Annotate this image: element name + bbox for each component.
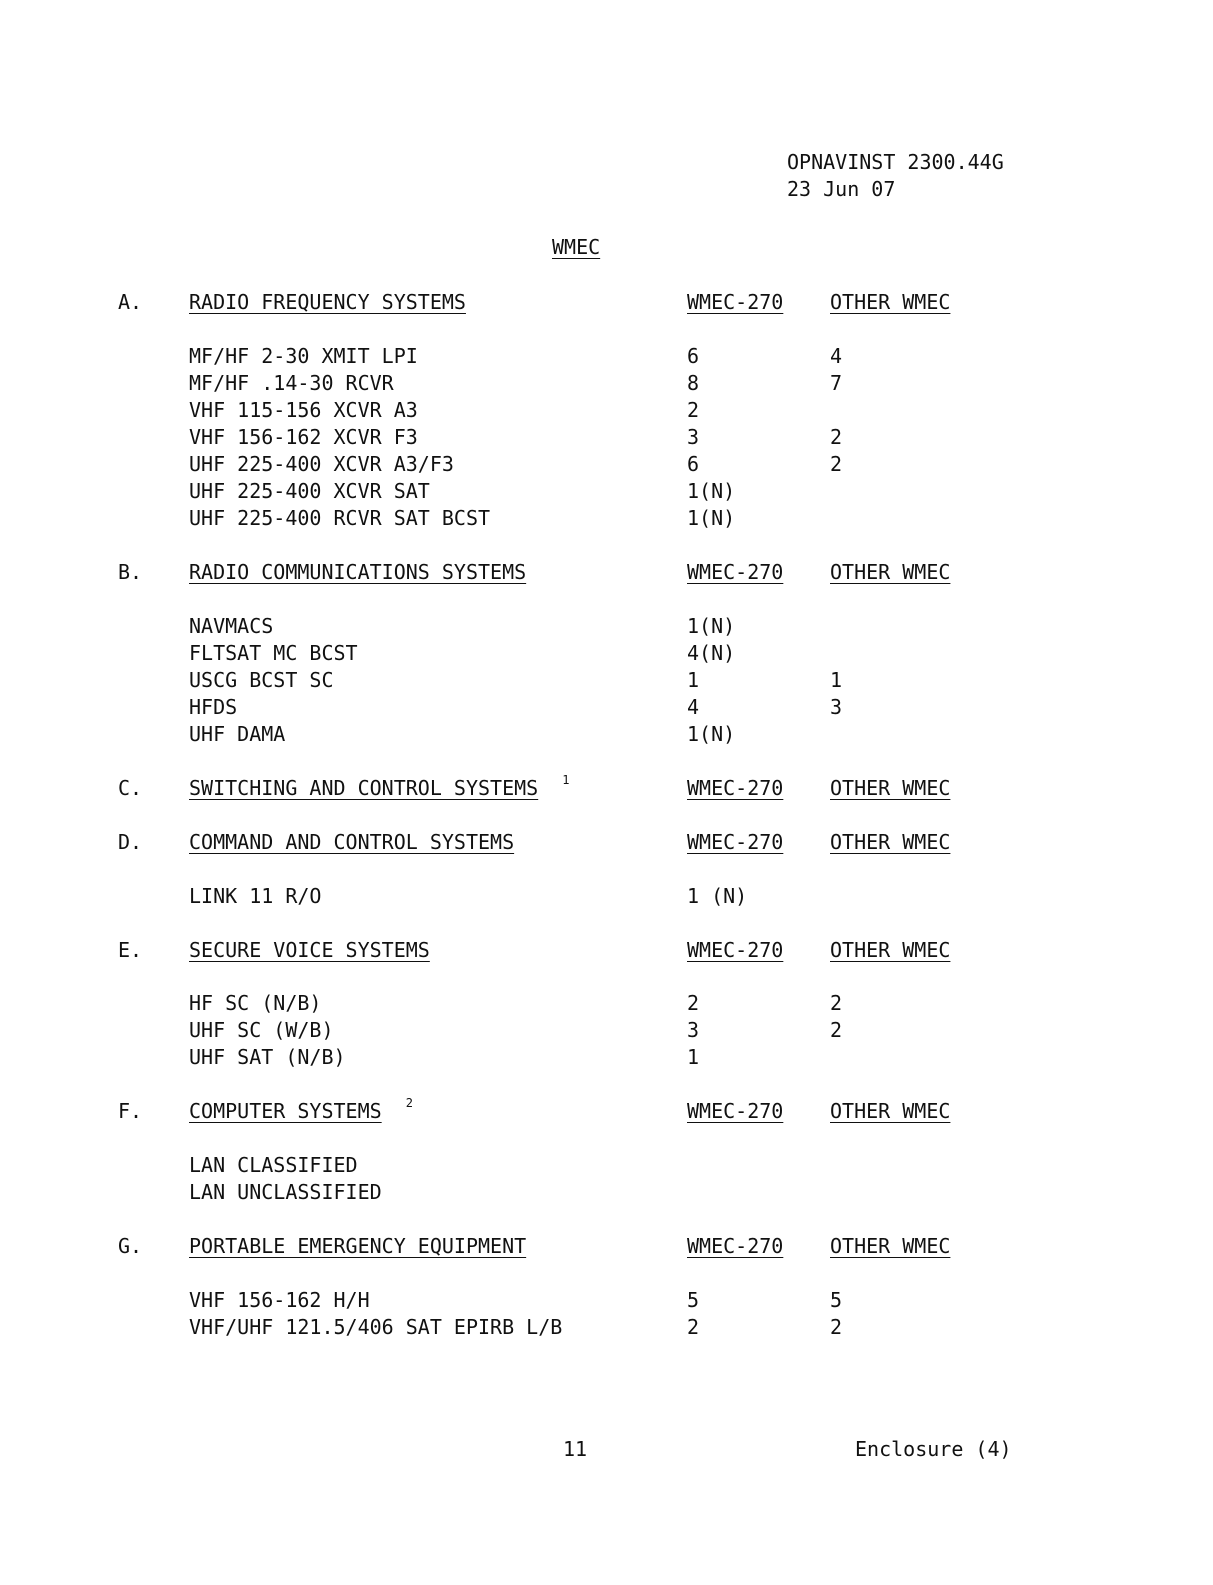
column-header-other-wmec: OTHER WMEC [830,776,951,800]
column-header-other-wmec: OTHER WMEC [830,560,951,584]
section-letter: G. [118,1234,143,1258]
section-letter: E. [118,938,143,962]
equipment-item: UHF SAT (N/B) [189,1045,346,1069]
wmec-270-count: 1(N) [687,722,736,746]
column-header-wmec-270: WMEC-270 [687,290,784,314]
other-wmec-count: 4 [830,344,843,368]
column-header-wmec-270: WMEC-270 [687,1099,784,1123]
section-title: SWITCHING AND CONTROL SYSTEMS [189,776,539,800]
wmec-270-count: 2 [687,398,700,422]
column-header-other-wmec: OTHER WMEC [830,938,951,962]
wmec-270-count: 1(N) [687,614,736,638]
other-wmec-count: 2 [830,1315,843,1339]
equipment-item: UHF SC (W/B) [189,1018,334,1042]
section-heading [189,773,570,800]
equipment-item: LINK 11 R/O [189,884,322,908]
wmec-270-count: 6 [687,452,700,476]
enclosure-label: Enclosure (4) [855,1437,1012,1461]
equipment-item: VHF 156-162 H/H [189,1288,370,1312]
section-heading [189,1096,413,1123]
column-header-wmec-270: WMEC-270 [687,830,784,854]
equipment-item: FLTSAT MC BCST [189,641,358,665]
wmec-270-count: 4(N) [687,641,736,665]
section-title: COMMAND AND CONTROL SYSTEMS [189,830,515,854]
equipment-item: VHF 156-162 XCVR F3 [189,425,418,449]
equipment-item: USCG BCST SC [189,668,334,692]
section-heading [189,560,526,584]
wmec-270-count: 1(N) [687,506,736,530]
document-id: OPNAVINST 2300.44G [787,150,1004,174]
section-title: SECURE VOICE SYSTEMS [189,938,430,962]
document-date: 23 Jun 07 [787,177,896,201]
section-title: RADIO COMMUNICATIONS SYSTEMS [189,560,527,584]
equipment-item: LAN UNCLASSIFIED [189,1180,382,1204]
wmec-270-count: 3 [687,1018,700,1042]
equipment-item: UHF 225-400 RCVR SAT BCST [189,506,491,530]
footnote-marker: 1 [562,773,570,787]
section-letter: A. [118,290,143,314]
wmec-270-count: 6 [687,344,700,368]
wmec-270-count: 4 [687,695,700,719]
section-letter: C. [118,776,143,800]
equipment-item: VHF/UHF 121.5/406 SAT EPIRB L/B [189,1315,563,1339]
section-heading [189,830,514,854]
page-number: 11 [563,1437,588,1461]
column-header-other-wmec: OTHER WMEC [830,290,951,314]
section-title: COMPUTER SYSTEMS [189,1099,382,1123]
other-wmec-count: 1 [830,668,843,692]
wmec-270-count: 1 (N) [687,884,748,908]
equipment-item: VHF 115-156 XCVR A3 [189,398,418,422]
section-title: RADIO FREQUENCY SYSTEMS [189,290,466,314]
section-heading [189,1234,526,1258]
footnote-marker: 2 [405,1096,413,1110]
equipment-item: LAN CLASSIFIED [189,1153,358,1177]
column-header-other-wmec: OTHER WMEC [830,830,951,854]
section-letter: D. [118,830,143,854]
equipment-item: UHF DAMA [189,722,286,746]
equipment-item: HF SC (N/B) [189,991,322,1015]
wmec-270-count: 3 [687,425,700,449]
wmec-270-count: 2 [687,1315,700,1339]
column-header-wmec-270: WMEC-270 [687,560,784,584]
section-heading [189,290,466,314]
other-wmec-count: 7 [830,371,843,395]
wmec-270-count: 1 [687,668,700,692]
section-title: PORTABLE EMERGENCY EQUIPMENT [189,1234,527,1258]
wmec-270-count: 2 [687,991,700,1015]
page-title: WMEC [552,235,601,259]
other-wmec-count: 3 [830,695,843,719]
column-header-wmec-270: WMEC-270 [687,776,784,800]
wmec-270-count: 5 [687,1288,700,1312]
other-wmec-count: 2 [830,991,843,1015]
section-letter: F. [118,1099,143,1123]
equipment-item: UHF 225-400 XCVR A3/F3 [189,452,454,476]
other-wmec-count: 2 [830,452,843,476]
equipment-item: MF/HF 2-30 XMIT LPI [189,344,418,368]
other-wmec-count: 5 [830,1288,843,1312]
column-header-wmec-270: WMEC-270 [687,938,784,962]
other-wmec-count: 2 [830,1018,843,1042]
column-header-other-wmec: OTHER WMEC [830,1234,951,1258]
column-header-other-wmec: OTHER WMEC [830,1099,951,1123]
wmec-270-count: 8 [687,371,700,395]
equipment-item: UHF 225-400 XCVR SAT [189,479,430,503]
section-letter: B. [118,560,143,584]
column-header-wmec-270: WMEC-270 [687,1234,784,1258]
other-wmec-count: 2 [830,425,843,449]
equipment-item: MF/HF .14-30 RCVR [189,371,394,395]
section-heading [189,938,430,962]
equipment-item: NAVMACS [189,614,274,638]
equipment-item: HFDS [189,695,238,719]
wmec-270-count: 1(N) [687,479,736,503]
wmec-270-count: 1 [687,1045,700,1069]
